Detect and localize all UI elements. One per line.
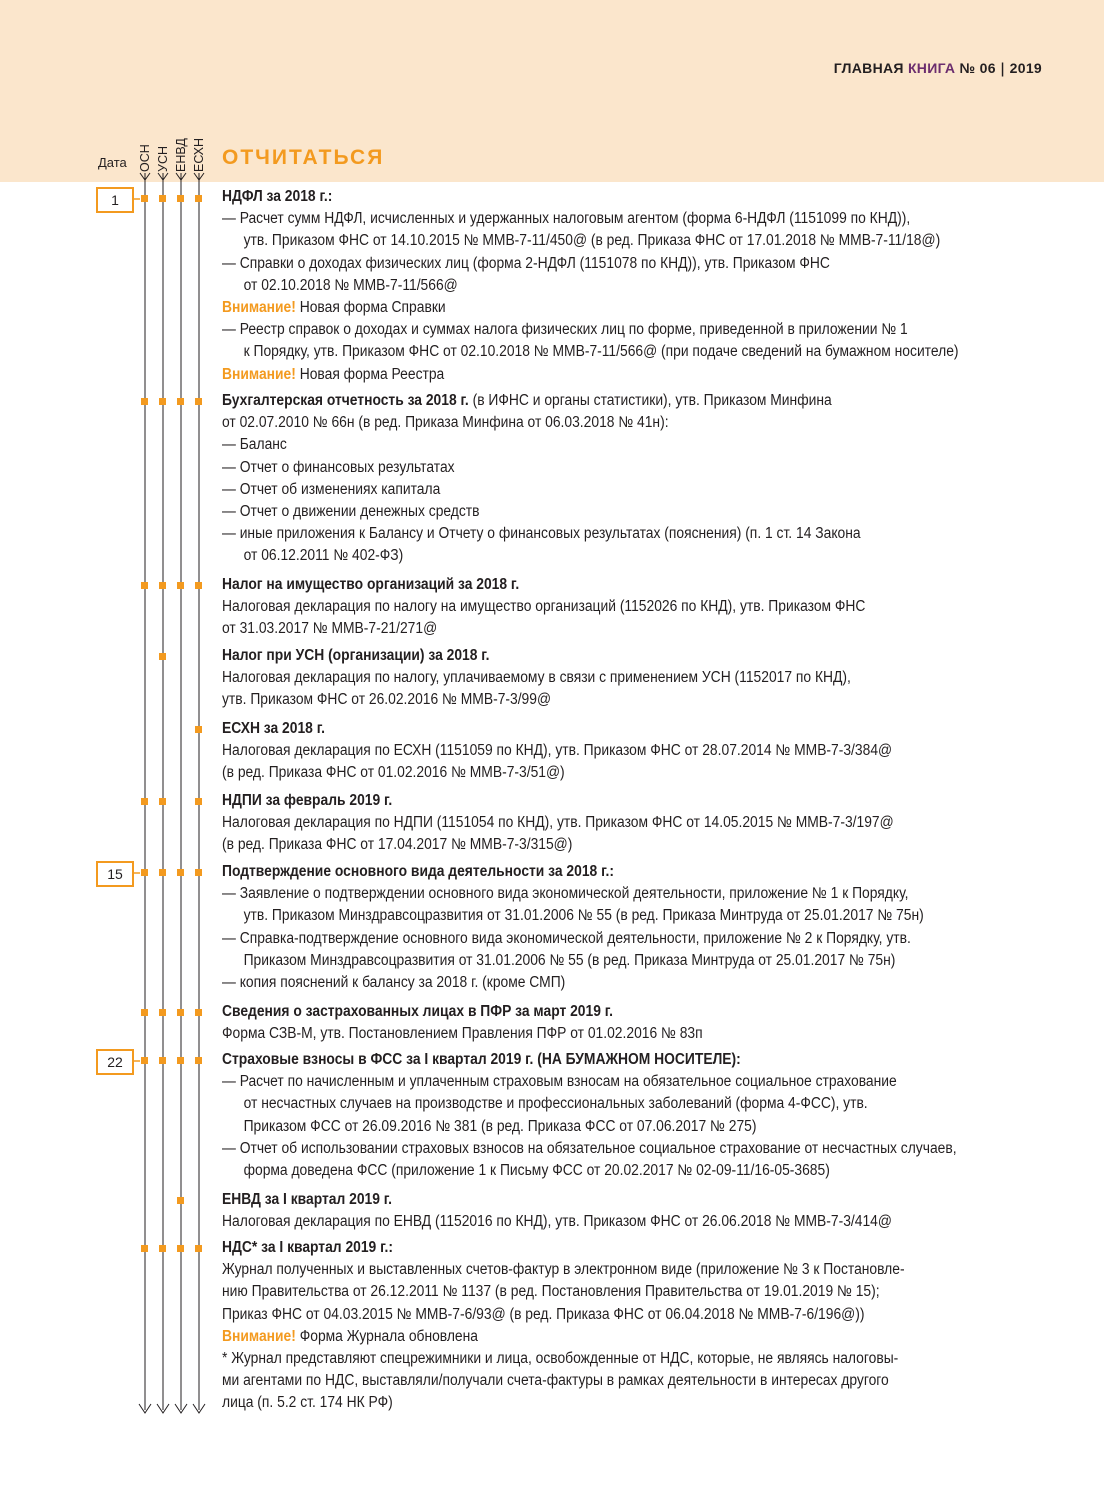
marker [195,1245,202,1252]
marker [177,582,184,589]
entry-line: — Реестр справок о доходах и суммах налога физических лиц по форме, приведенной в приложении № 1 [222,321,908,339]
marker [141,869,148,876]
entry-line: утв. Приказом ФНС от 26.02.2016 № ММВ-7-3/99@ [222,691,552,709]
entry-title: Страховые взносы в ФСС за I квартал 2019 г. (НА БУМАЖНОМ НОСИТЕЛЕ): [222,1051,741,1068]
entry-usn [222,645,1050,712]
marker [141,798,148,805]
entry-fss [222,1049,1050,1182]
marker [195,726,202,733]
entry-line: нию Правительства от 26.12.2011 № 1137 (в ред. Постановления Правительства от 19.01.2019 № 15); [222,1283,880,1301]
section-title: ОТЧИТАТЬСЯ [222,146,385,169]
marker [159,1057,166,1064]
warning-text: Форма Журнала обновлена [299,1327,478,1345]
entry-title-rest: (в ИФНС и органы статистики), утв. Приказом Минфина [472,392,832,409]
masthead-title-accent: КНИГА [907,60,956,76]
entry-line: Приказом Минздравсоцразвития от 31.01.2006 № 55 (в ред. Приказа Минтруда от 25.01.2017 № 75н) [243,951,896,969]
warning-label: Внимание! [222,299,296,317]
marker [141,1009,148,1016]
entry-title: Сведения о застрахованных лицах в ПФР за март 2019 г. [222,1003,614,1020]
marker [159,653,166,660]
masthead-separator: | [1000,61,1006,77]
marker [177,398,184,405]
marker [159,1009,166,1016]
marker [159,398,166,405]
marker [195,582,202,589]
entry-line: — Отчет о финансовых результатах [222,458,455,476]
entry-accounting [222,390,1050,568]
entry-line: — Отчет о движении денежных средств [222,503,480,521]
marker [195,798,202,805]
entry-line: — Расчет сумм НДФЛ, исчисленных и удержанных налоговым агентом (форма 6-НДФЛ (1151099 по КНД)), [222,210,911,228]
entry-line: форма доведена ФСС (приложение 1 к Письму ФСС от 20.02.2017 № 02-09-11/16-05-3685) [243,1162,830,1180]
marker [141,1245,148,1252]
entry-line: — копия пояснений к балансу за 2018 г. (кроме СМП) [222,974,566,992]
masthead-issue: № 06 [959,60,996,76]
entry-title: НДПИ за февраль 2019 г. [222,792,393,809]
column-label-usn: УСН [156,146,170,172]
date-box-15: 15 [96,861,134,887]
entry-line: — Справка-подтверждение основного вида экономической деятельности, приложение № 2 к Порядку, утв. [222,929,911,947]
entry-line: к Порядку, утв. Приказом ФНС от 02.10.2018 № ММВ-7-11/566@ (при подаче сведений на бумажном носителе) [243,343,959,361]
marker [141,398,148,405]
entry-line: Журнал полученных и выставленных счетов-фактур в электронном виде (приложение № 3 к Постановле- [222,1261,905,1279]
date-box-22: 22 [96,1049,134,1075]
entry-title: НДФЛ за 2018 г.: [222,188,333,205]
entry-line: Налоговая декларация по налогу, уплачиваемому в связи с применением УСН (1152017 по КНД), [222,669,851,687]
entry-line: — Справки о доходах физических лиц (форма 2-НДФЛ (1151078 по КНД)), утв. Приказом ФНС [222,254,830,272]
masthead-title: ГЛАВНАЯ [833,60,904,76]
entry-title: НДС* за I квартал 2019 г.: [222,1239,393,1256]
entry-line: от 02.07.2010 № 66н (в ред. Приказа Минфина от 06.03.2018 № 41н): [222,414,669,432]
entry-line: Приказом ФСС от 26.09.2016 № 381 (в ред. Приказа ФСС от 07.06.2017 № 275) [243,1117,757,1135]
warning-label: Внимание! [222,365,296,383]
entry-line: (в ред. Приказа ФНС от 17.04.2017 № ММВ-7-3/315@) [222,836,573,854]
column-label-osn: ОСН [138,144,152,172]
column-label-envd: ЕНВД [174,138,188,172]
marker [141,582,148,589]
marker [141,195,148,202]
footnote-line: * Журнал представляют спецрежимники и лица, освобожденные от НДС, которые, не являясь налоговы- [222,1350,899,1368]
entry-ndfl [222,186,1050,386]
warning-note [222,297,1050,319]
date-box-1: 1 [96,187,134,213]
entry-title: ЕСХН за 2018 г. [222,720,325,737]
entry-line: Налоговая декларация по НДПИ (1151054 по КНД), утв. Приказом ФНС от 14.05.2015 № ММВ-7-3/197@ [222,814,894,832]
entry-title: Налог при УСН (организации) за 2018 г. [222,647,490,664]
entry-line: — Отчет об изменениях капитала [222,480,441,498]
entry-title: Бухгалтерская отчетность за 2018 г. [222,392,469,409]
entry-line: Налоговая декларация по ЕСХН (1151059 по КНД), утв. Приказом ФНС от 28.07.2014 № ММВ-7-3/384@ [222,742,893,760]
marker [195,1009,202,1016]
entry-line: от несчастных случаев на производстве и профессиональных заболеваний (форма 4-ФСС), утв. [243,1095,868,1113]
marker [141,1057,148,1064]
marker [159,582,166,589]
marker [177,1245,184,1252]
marker [177,195,184,202]
entry-line: от 02.10.2018 № ММВ-7-11/566@ [243,276,458,294]
marker [177,1197,184,1204]
column-label-eshn: ЕСХН [192,137,206,172]
marker [195,195,202,202]
entry-envd [222,1189,1050,1233]
warning-text: Новая форма Справки [299,299,446,317]
entry-line: от 06.12.2011 № 402-ФЗ) [243,547,404,565]
marker [177,869,184,876]
marker [195,869,202,876]
entry-line: утв. Приказом ФНС от 14.10.2015 № ММВ-7-11/450@ (в ред. Приказа ФНС от 17.01.2018 № ММВ-7-11/18@) [243,232,941,250]
warning-note [222,364,1050,386]
entry-line: — Заявление о подтверждении основного вида экономической деятельности, приложение № 1 к Порядку, [222,885,909,903]
entry-line: — Отчет об использовании страховых взносов на обязательное социальное страхование от несчастных случаев, [222,1139,957,1157]
entry-eshn [222,718,1050,785]
marker [159,195,166,202]
entry-title: ЕНВД за I квартал 2019 г. [222,1191,393,1208]
marker [195,398,202,405]
entry-line: — Расчет по начисленным и уплаченным страховым взносам на обязательное социальное страхование [222,1073,897,1091]
entry-title: Налог на имущество организаций за 2018 г. [222,576,520,593]
entry-line: Приказ ФНС от 04.03.2015 № ММВ-7-6/93@ (в ред. Приказа ФНС от 06.04.2018 № ММВ-7-6/196@)) [222,1305,865,1323]
marker [195,1057,202,1064]
masthead-year: 2019 [1009,60,1042,76]
entry-nds [222,1237,1050,1415]
entry-ndpi [222,790,1050,857]
entry-title: Подтверждение основного вида деятельности за 2018 г.: [222,863,614,880]
marker [177,1009,184,1016]
date-column-label: Дата [98,155,127,170]
marker [159,869,166,876]
marker [177,1057,184,1064]
warning-label: Внимание! [222,1327,296,1345]
marker [159,1245,166,1252]
warning-text: Новая форма Реестра [299,365,445,383]
entry-line: — Баланс [222,436,287,454]
entry-line: Налоговая декларация по ЕНВД (1152016 по КНД), утв. Приказом ФНС от 26.06.2018 № ММВ-7-3/414@ [222,1213,892,1231]
entry-line: Форма СЗВ-М, утв. Постановлением Правления ПФР от 01.02.2016 № 83п [222,1025,703,1043]
footnote-line: лица (п. 5.2 ст. 174 НК РФ) [222,1394,393,1412]
entry-activity-confirmation [222,861,1050,994]
warning-note [222,1326,1050,1348]
entry-property-tax [222,574,1050,641]
entry-line: Налоговая декларация по налогу на имущество организаций (1152026 по КНД), утв. Приказом ФНС [222,598,866,616]
entry-line: утв. Приказом Минздравсоцразвития от 31.01.2006 № 55 (в ред. Приказа Минтруда от 25.01.2017 № 75н) [243,907,924,925]
entry-szv-m [222,1001,1050,1045]
footnote-line: ми агентами по НДС, выставляли/получали счета-фактуры в рамках деятельности в интересах другого [222,1372,889,1390]
entry-line: от 31.03.2017 № ММВ-7-21/271@ [222,620,438,638]
marker [159,798,166,805]
entry-line: (в ред. Приказа ФНС от 01.02.2016 № ММВ-7-3/51@) [222,764,565,782]
entry-line: — иные приложения к Балансу и Отчету о финансовых результатах (пояснения) (п. 1 ст. 14 Закона [222,525,861,543]
